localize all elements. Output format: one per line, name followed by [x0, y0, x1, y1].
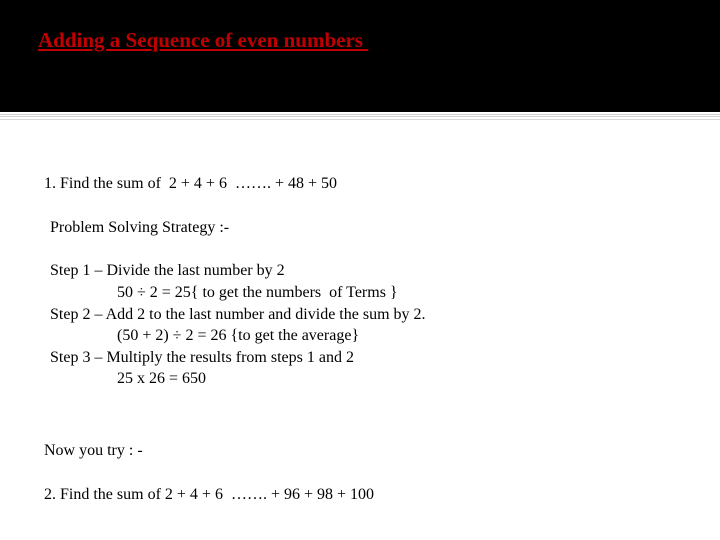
step-2-label: Step 2 – Add 2 to the last number and divide the sum by 2. [50, 306, 426, 323]
problem-2: 2. Find the sum of 2 + 4 + 6 ……. + 96 + 98 + 100 [44, 486, 375, 503]
step-1-detail: 50 ÷ 2 = 25{ to get the numbers of Terms } [117, 284, 398, 301]
title-divider-thin [0, 119, 720, 120]
strategy-heading: Problem Solving Strategy :- [50, 219, 230, 236]
step-3-label: Step 3 – Multiply the results from steps 1 and 2 [50, 349, 354, 366]
step-2-detail: (50 + 2) ÷ 2 = 26 {to get the average} [117, 327, 360, 344]
title-divider [0, 114, 720, 117]
slide-title: Adding a Sequence of even numbers [38, 28, 369, 52]
title-bar [0, 0, 720, 112]
step-1-label: Step 1 – Divide the last number by 2 [50, 262, 285, 279]
step-3-detail: 25 x 26 = 650 [117, 370, 207, 387]
problem-1: 1. Find the sum of 2 + 4 + 6 ……. + 48 + 50 [44, 175, 337, 192]
try-heading: Now you try : - [44, 442, 143, 459]
